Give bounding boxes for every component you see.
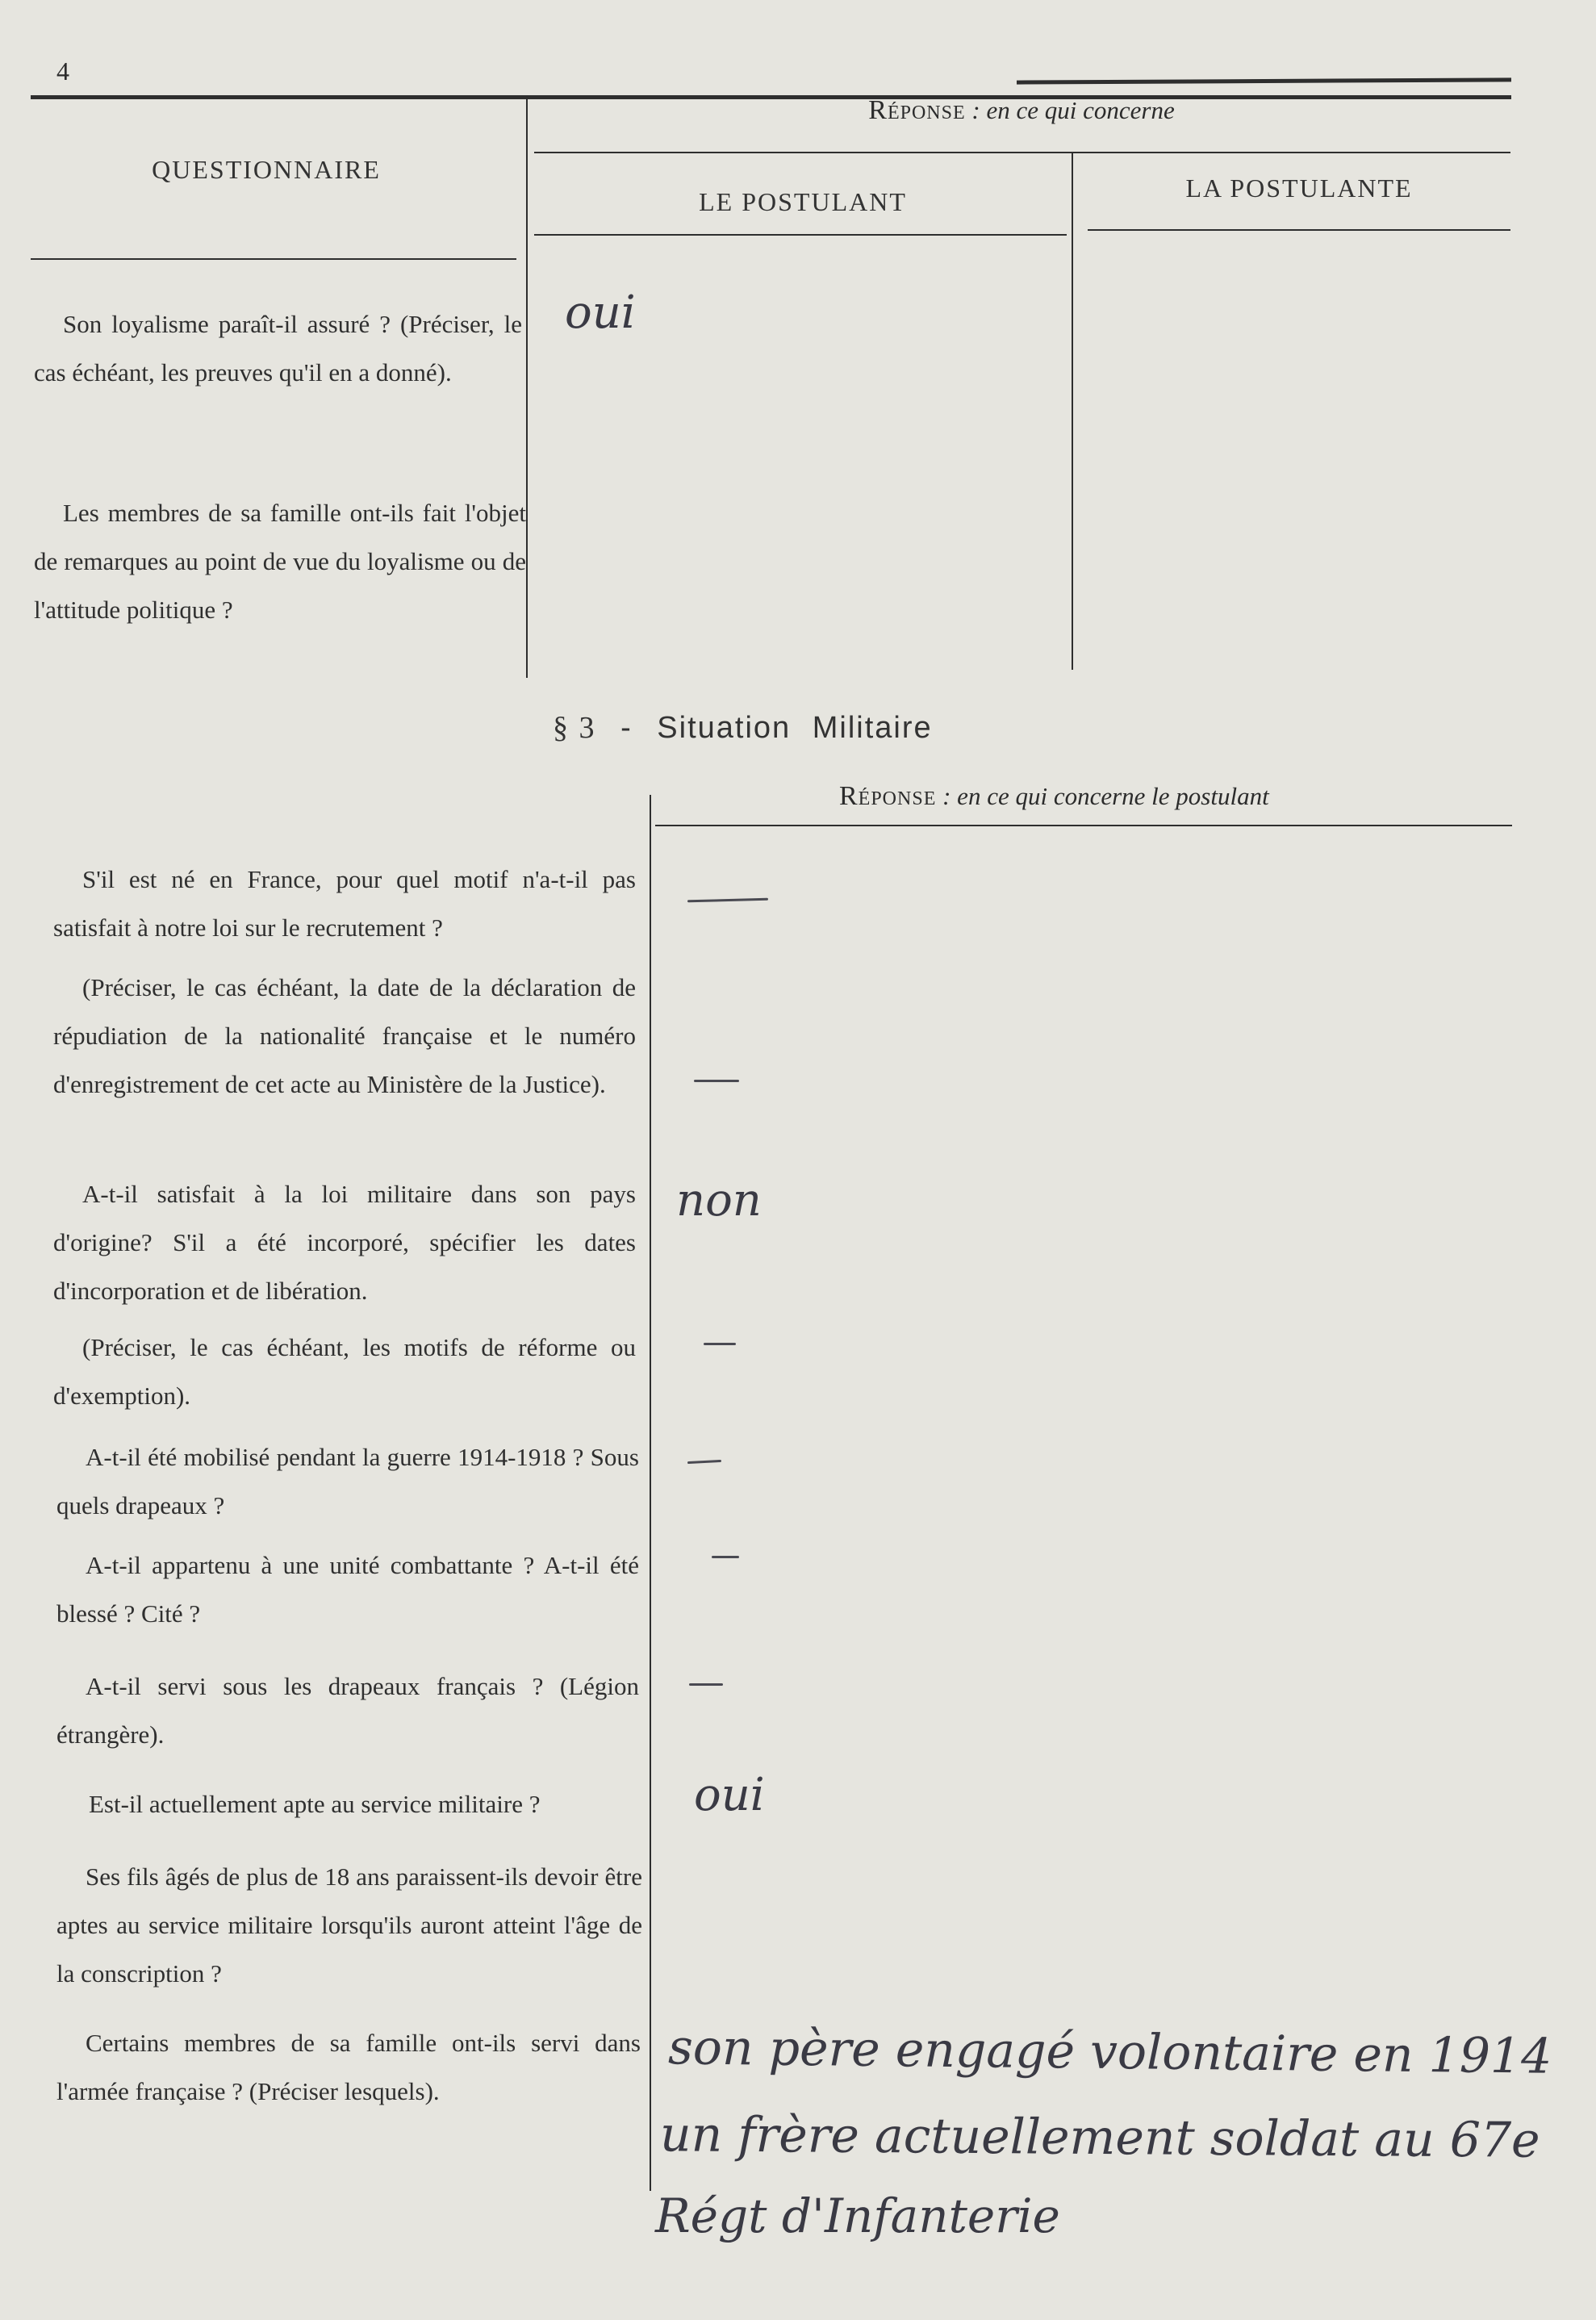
s3-answer-4-dash	[704, 1343, 736, 1345]
questionnaire-header: QUESTIONNAIRE	[152, 155, 381, 184]
reponse-suffix: : en ce qui concerne	[965, 96, 1175, 124]
section3-reponse-underline	[655, 825, 1512, 826]
s3-answer-3: non	[676, 1174, 762, 1227]
section3-title-text: Situation	[657, 711, 792, 745]
s3-question-4: (Préciser, le cas échéant, les motifs de réforme ou d'exemption).	[53, 1333, 636, 1410]
section3-reponse-label: Réponse	[839, 781, 937, 811]
s3-answer-7-dash	[689, 1683, 723, 1686]
s3-question-6: A-t-il appartenu à une unité combattante ? A-t-il été blessé ? Cité ?	[56, 1551, 639, 1628]
s1-answer-1: oui	[565, 286, 636, 339]
s3-answer-5-dash	[687, 1460, 721, 1464]
section3-col-divider	[650, 795, 651, 2191]
postulante-header: LA POSTULANTE	[1185, 173, 1413, 203]
top-rule-thin	[1017, 77, 1511, 84]
section3-reponse-suffix: : en ce qui concerne le postulant	[936, 782, 1269, 810]
section3-title	[553, 710, 933, 746]
s1-question-1: Son loyalisme paraît-il assuré ? (Préciser, le cas échéant, les preuves qu'il en a donné).	[34, 310, 522, 387]
questionnaire-underline	[31, 258, 516, 260]
postulant-header: LE POSTULANT	[699, 187, 907, 216]
reponse-header	[533, 90, 1510, 131]
section3-title-text2: Militaire	[812, 711, 933, 745]
s3-question-7: A-t-il servi sous les drapeaux français ? (Légion étrangère).	[56, 1672, 639, 1749]
s3-answer-2-dash	[694, 1080, 739, 1082]
reponse-label: Réponse	[868, 95, 966, 125]
page-number: 4	[56, 56, 69, 86]
s3-answer-8: oui	[694, 1769, 765, 1821]
s3-question-1: S'il est né en France, pour quel motif n'a-t-il pas satisfait à notre loi sur le recrutement ?	[53, 865, 636, 942]
section1-col-divider-2	[1072, 153, 1073, 670]
s3-question-8: Est-il actuellement apte au service militaire ?	[89, 1790, 541, 1818]
s3-question-3: A-t-il satisfait à la loi militaire dans son pays d'origine? S'il a été incorporé, spécifier les dates d'incorporation et de libération.	[53, 1180, 636, 1305]
postulant-underline	[534, 234, 1067, 236]
section3-sep: -	[620, 711, 633, 745]
s3-question-2: (Préciser, le cas échéant, la date de la déclaration de répudiation de la nationalité française et le numéro d'enregistrement de cet acte au Ministère de la Justice).	[53, 973, 636, 1098]
s3-question-10: Certains membres de sa famille ont-ils servi dans l'armée française ? (Préciser lesquels).	[56, 2029, 641, 2105]
family-answer-line-2: un frère actuellement soldat au 67e	[659, 2106, 1540, 2169]
reponse-underline	[534, 152, 1510, 153]
section3-symbol: § 3	[553, 711, 596, 745]
section3-reponse-header	[839, 776, 1269, 817]
section1-col-divider-1	[526, 97, 528, 678]
s3-question-5: A-t-il été mobilisé pendant la guerre 1914-1918 ? Sous quels drapeaux ?	[56, 1443, 639, 1519]
family-answer-line-1: son père engagé volontaire en 1914	[667, 2019, 1552, 2085]
s1-question-2: Les membres de sa famille ont-ils fait l'objet de remarques au point de vue du loyalisme ou de l'attitude politique ?	[34, 499, 526, 624]
s3-question-9: Ses fils âgés de plus de 18 ans paraissent-ils devoir être aptes au service militaire lorsqu'ils auront atteint l'âge de la conscription ?	[56, 1862, 642, 1988]
s3-answer-6-dash	[712, 1556, 739, 1558]
family-answer-line-3: Régt d'Infanterie	[655, 2188, 1060, 2243]
s3-answer-1-dash	[687, 898, 768, 903]
postulante-underline	[1088, 229, 1510, 231]
